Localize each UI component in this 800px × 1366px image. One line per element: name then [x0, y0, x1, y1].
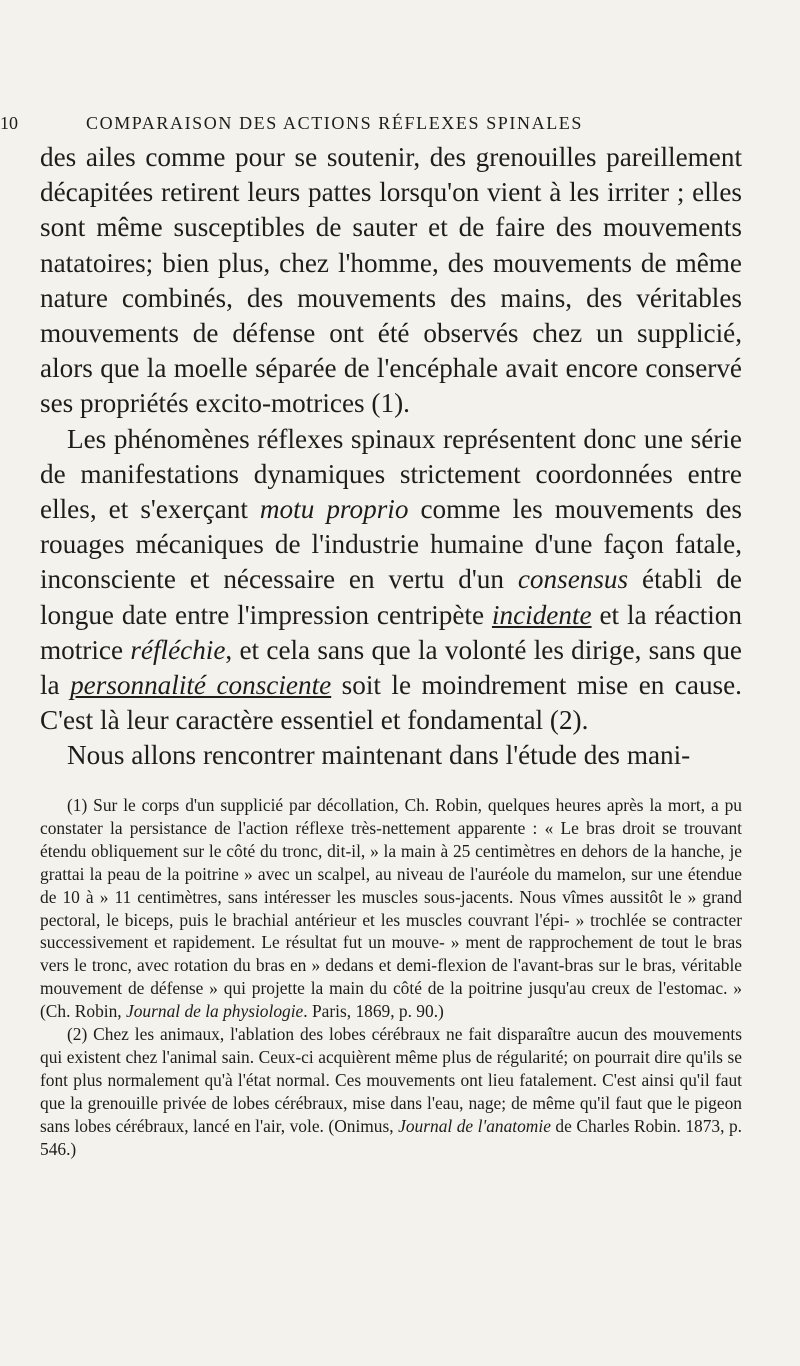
- footnote-1: [40, 794, 742, 1023]
- italic-title: Journal de l'anatomie: [398, 1115, 551, 1136]
- text-run: de Charles Robin. 1873, p. 546.): [40, 1115, 743, 1159]
- italic-term: motu proprio: [259, 494, 409, 525]
- text-run: comme les mouvements des rouages mécaniques de l'industrie humaine d'une façon fatale, inconsciente et nécessaire en vertu d'un: [40, 494, 742, 595]
- paragraph-1: des ailes comme pour se soutenir, des grenouilles pareillement décapitées retirent leurs pattes lorsqu'on vient à les irriter ; elles sont même susceptibles de sauter et de faire des mouvements natatoires; bien plus, chez l'homme, des mouvements de même nature combinés, des mouvements des mains, des véritables mouvements de défense ont été observés chez un supplicié, alors que la moelle séparée de l'encéphale avait encore conservé ses propriétés excito-motrices (1).: [40, 142, 742, 419]
- running-head: COMPARAISON DES ACTIONS RÉFLEXES SPINALES: [86, 113, 584, 133]
- page-number: 10: [0, 113, 18, 133]
- text-run: établi de longue date entre l'impression centripète: [40, 564, 742, 630]
- text-run: , et cela sans que la volonté les dirige, sans que la: [40, 634, 742, 701]
- text-run: . Paris, 1869, p. 90.): [303, 1001, 444, 1022]
- italic-term: incidente: [491, 599, 592, 630]
- italic-term: personnalité consciente: [70, 670, 332, 701]
- text-run: (2) Chez les animaux, l'ablation des lobes cérébraux ne fait disparaître aucun des mouvements qui existent chez l'animal sain. Ceux-ci acquièrent même plus de régularité; on pourrait dire qu'ils se font plus normalement qu'à l'état normal. Ces mouvements ont lieu fatalement. C'est ainsi qu'il faut que la grenouille privée de lobes cérébraux, mise dans l'eau, nage; de même qu'il faut que le pigeon sans lobes cérébraux, lancé en l'air, vole. (Onimus,: [40, 1024, 742, 1136]
- text-run: Les phénomènes réflexes spinaux représentent donc une série de manifestations dynamiques strictement coordonnées entre elles, et s'exerçant: [40, 423, 742, 525]
- text-run: et la réaction motrice: [40, 599, 742, 665]
- paragraph-2: [40, 422, 742, 739]
- text-run: soit le moindrement mise en cause. C'est là leur caractère essentiel et fondamental (2).: [40, 670, 742, 736]
- main-text: [40, 140, 742, 774]
- italic-term: réfléchie: [130, 634, 226, 665]
- footnote-2: [40, 1023, 742, 1160]
- paragraph-3: Nous allons rencontrer maintenant dans l'étude des mani-: [67, 740, 691, 771]
- italic-term: consensus: [517, 564, 629, 595]
- footnotes: [40, 794, 742, 1161]
- text-run: (1) Sur le corps d'un supplicié par décollation, Ch. Robin, quelques heures après la mort, a pu constater la persistance de l'action réflexe très-nettement apparente : « Le bras droit se trouvant étendu obliquement sur le côté du tronc, dit-il, » la main à 25 centimètres en dehors de la hanche, je grattai la peau de la poitrine » avec un scalpel, au niveau de l'auréole du mamelon, sur une étendue de 10 à » 11 centimètres, sans intéresser les muscles sous-jacents. Nous vîmes aussitôt le » grand pectoral, le biceps, puis le brachial antérieur et les muscles couvrant l'épi- » trochlée se contracter successivement et rapidement. Le résultat fut un mouve- » ment de rapprochement de tout le bras vers le tronc, avec rotation du bras en » dedans et demi-flexion de l'avant-bras sur le bras, véritable mouvement de défense » qui projette la main du côté de la poitrine jusqu'au creux de l'estomac. » (Ch. Robin,: [40, 795, 742, 1022]
- italic-title: Journal de la physiologie: [126, 1001, 304, 1022]
